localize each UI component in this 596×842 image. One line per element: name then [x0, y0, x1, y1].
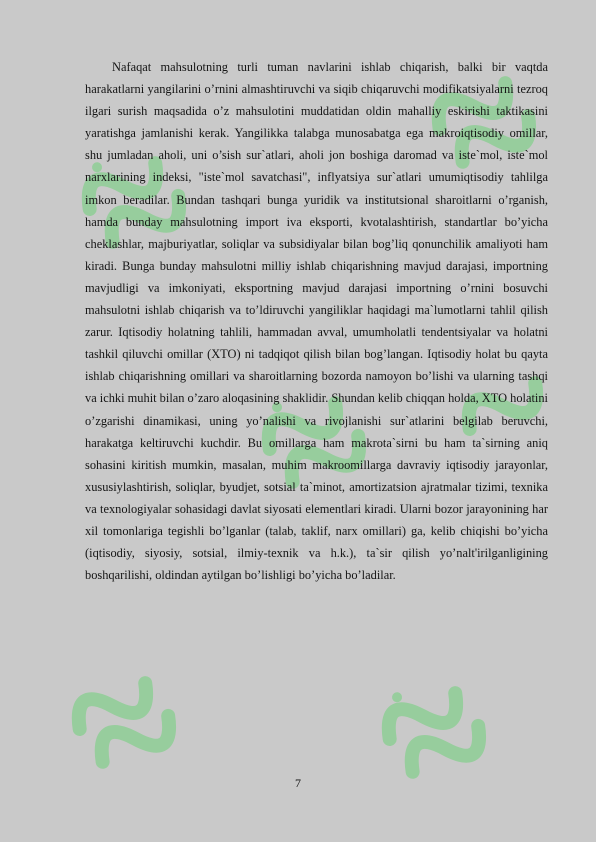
- body-paragraph: Nafaqat mahsulotning turli tuman navlarini ishlab chiqarish, balki bir vaqtda harakatlarni yangilarini o’rnini almashtiruvchi va siqib chiqaruvchi modifikatsiyalarni tezroq ilgari surish maqsadida o’z mahsulotini muddatidan oldin mahalliy eskirishi taktikasini yaratishga jamlanishi kerak. Yangilikka talabga munosabatga ega makroiqtisodiy omillar, shu jumladan aholi, uni o’sish sur`atlari, aholi jon boshiga daromad va iste`mol, iste`mol narxlarining indeksi, "iste`mol savatchasi", inflyatsiya sur`atlari umumiqtisodiy tahlilga imkon beradilar. Bundan tashqari bunga yuridik va institutsional sharoitlarni o’rganish, hamda bunday mahsulotning import iva eksporti, kvotalashtirish, standartlar bo’yicha cheklashlar, majburiyatlar, soliqlar va subsidiyalar bilan bog’liq qonunchilik amaliyoti ham kiradi. Bunga bunday mahsulotni milliy ishlab chiqarishning mavjud darajasi, importning mavjudligi va imkoniyati, eksportning mavjud darajasi importning o’rnini bosuvchi mahsulotni ishlab chiqarish va to’ldiruvchi yangiliklar haqidagi ma`lumotlarni tahlil qilish zarur. Iqtisodiy holatning tahlili, hammadan avval, umumholatli tendentsiyalar va holatni tashkil qiluvchi omillar (XTO) ni tadqiqot qilish bilan bog’langan. Iqtisodiy holat bu qayta ishlab chiqarishning omillari va sharoitlarning bozorda namoyon bo’lishi va ularning tashqi va ichki muhit bilan o’zaro aloqasining shaklidir. Shundan kelib chiqqan holda, XTO holatini o’zgarishi dinamikasi, uning yo’nalishi va rivojlanishi sur`atlarini belgilab beruvchi, harakatga keltiruvchi kuchdir. Bu omillarga ham makrota`sirni bu ham ta`sirning aniq sohasini kiritish mumkin, masalan, muhim makroomillarga davraviy iqtisodiy jarayonlar, xususiylashtirish, soliqlar, byudjet, sotsial ta`minot, amortizatsion ajratmalar tizimi, texnika va texnologiyalar sohasidagi davlat siyosati elementlari kiradi. Ularni bozor jarayonining har xil tomonlariga tegishli bo’lganlar (talab, taklif, narx omillari) ga, kelib chiqishi bo’yicha (iqtisodiy, siyosiy, sotsial, ilmiy-texnik va h.k.), ta`sir qilish yo’nalt'irilganligining boshqarilishi, oldindan aytilgan bo’lishligi bo’yicha bo’ladilar.: [85, 60, 548, 583]
- page-number: 7: [295, 776, 301, 790]
